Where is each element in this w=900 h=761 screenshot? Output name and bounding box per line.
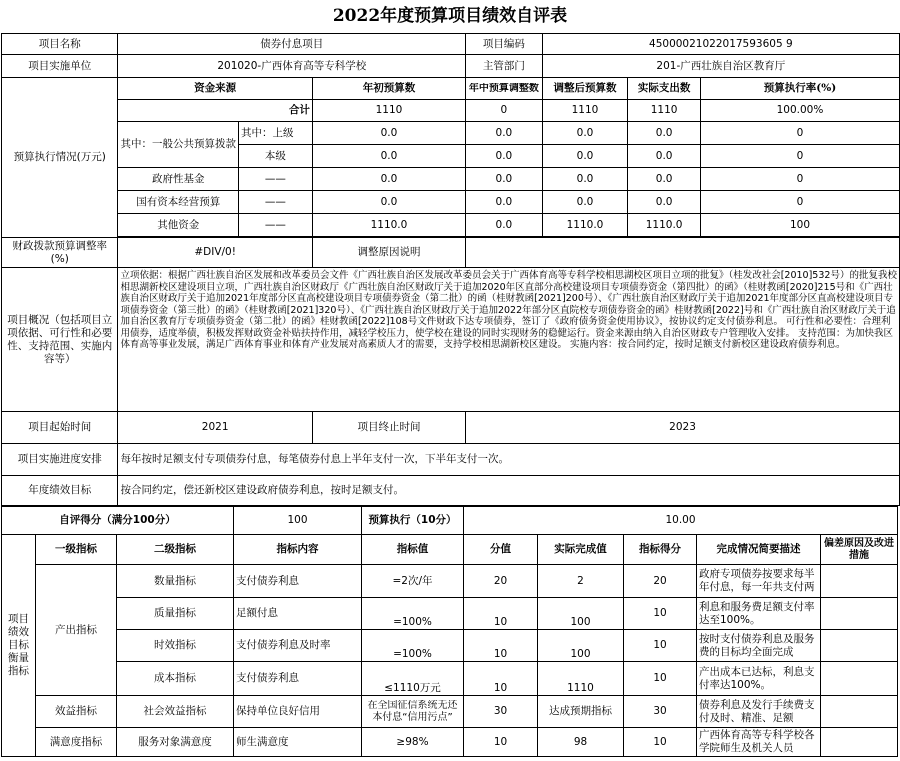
ind-header-level2: 二级指标 [117, 535, 234, 565]
page-title: 2022年度预算项目绩效自评表 [332, 6, 568, 26]
budget-local-rate: 0 [700, 145, 899, 168]
budget-other-label: 其他资金 [118, 214, 239, 237]
ind-row-weight: 10 [464, 630, 538, 662]
project-name-value: 债券付息项目 [118, 34, 466, 55]
budget-other-dash: —— [238, 214, 312, 237]
budget-upper-label: 其中：上级 [238, 122, 312, 145]
ind-row-target: ≤1110万元 [362, 662, 464, 696]
dept-value: 201-广西壮族自治区教育厅 [542, 55, 899, 78]
project-name-label: 项目名称 [2, 34, 118, 55]
budget-total-initial: 1110 [312, 100, 465, 122]
score-label: 自评得分（满分100分） [2, 507, 234, 535]
ind-row-actual: 1110 [538, 662, 624, 696]
budget-soe-midyear: 0.0 [466, 191, 543, 214]
budget-soe-label: 国有资本经营预算 [118, 191, 239, 214]
budget-local-midyear: 0.0 [466, 145, 543, 168]
budget-soe-initial: 0.0 [312, 191, 465, 214]
ind-row-level2: 时效指标 [117, 630, 234, 662]
form-table-top [1, 33, 900, 506]
overview-label: 项目概况（包括项目立项依据、可行性和必要性、支持范围、实施内容等） [2, 268, 118, 412]
adjust-rate-label: 财政拨款预算调整率(%) [2, 238, 118, 268]
overview-text: 立项依据：根据广西壮族自治区发展和改革委员会文件《广西壮族自治区发展改革委员会关于广西体育高等专科学校相思湖校区项目立项的批复》（桂发改社会[2010]532号）的批复我校相思湖新校区建设项目立项，广西壮族自治区财政厅《广西壮族自治区财政厅关于追加2020年区直部分高校建设项目专项债券资金（第四批）的函》（桂财教函[2020]215号和《广西壮族自治区财政厅关于追加2021年度部分区直高校建设项目专项债券资金（第二批）的函（桂财教函[2021]200号）、《广西壮族自治区财政厅关于追加2021年度部分区直高校建设项目专项债券资金（第三批）的函》（桂财教函[2021]320号）、《广西壮族自治区财政厅关于追加2022年部分区直院校专项债券资金的函》桂财教函[2022]号和《广西壮族自治区财政厅关于追加自治区教育厅专项债券资金（第二批）的函》桂财教函[2022]108号文件财政下达专项债券，签订了《政府债务资金使用协议》，按协议约定支付债券利息。 可行性和必要性：合理利用债券，适度举债，积极发挥财政资金补贴扶持作用，减轻学校压力，使学校在建设的同时实现财务的稳健运行。资金来源由纳入自治区财政专户管理收入安排。 支持范围：为加快我区体育高等事业发展，满足广西体育事业和体育产业发展对高素质人才的需要，支持学校相思湖新校区建设。 实施内容：按合同约定，按时足额支付新校区建设政府债券利息。 [118, 268, 900, 412]
ind-benefit-weight: 30 [464, 696, 538, 728]
project-code-label: 项目编码 [466, 34, 543, 55]
ind-benefit-note [821, 696, 898, 728]
budget-govfund-label: 政府性基金 [118, 168, 239, 191]
ind-benefit-score: 30 [624, 696, 697, 728]
ind-row-actual: 100 [538, 598, 624, 630]
ind-row-content: 支付债券利息及时率 [234, 630, 362, 662]
budget-other-midyear: 0.0 [466, 214, 543, 237]
adjust-rate-value: #DIV/0! [118, 238, 312, 268]
ind-row-weight: 20 [464, 565, 538, 598]
budget-total-label: 合计 [118, 100, 312, 122]
ind-row-score: 10 [624, 662, 697, 696]
ind-row-weight: 10 [464, 662, 538, 696]
ind-satisfaction-note [821, 728, 898, 757]
budget-header-actual: 实际支出数 [628, 78, 701, 100]
ind-row-note [821, 565, 898, 598]
ind-satisfaction-weight: 10 [464, 728, 538, 757]
ind-row-level2: 质量指标 [117, 598, 234, 630]
ind-header-note: 偏差原因及改进措施 [821, 535, 898, 565]
budget-upper-adjusted: 0.0 [542, 122, 628, 145]
budget-section-label: 预算执行情况(万元) [2, 78, 118, 238]
budget-soe-adjusted: 0.0 [542, 191, 628, 214]
budget-govfund-initial: 0.0 [312, 168, 465, 191]
ind-row-note [821, 598, 898, 630]
budget-header-midyear: 年中预算调整数 [466, 78, 543, 100]
ind-header-content: 指标内容 [234, 535, 362, 565]
budget-upper-rate: 0 [700, 122, 899, 145]
budget-govfund-midyear: 0.0 [466, 168, 543, 191]
budget-govfund-adjusted: 0.0 [542, 168, 628, 191]
budget-govfund-actual: 0.0 [628, 168, 701, 191]
ind-row-desc: 按时支付债券利息及服务费的目标均全面完成 [697, 630, 821, 662]
ind-header-target: 指标值 [362, 535, 464, 565]
ind-output-label: 产出指标 [36, 565, 117, 696]
budget-header-rate: 预算执行率(%) [700, 78, 899, 100]
ind-benefit-desc: 债券利息及发行手续费支付及时、精准、足额 [697, 696, 821, 728]
end-time-label: 项目终止时间 [312, 412, 465, 444]
budget-upper-midyear: 0.0 [466, 122, 543, 145]
goal-text: 按合同约定，偿还新校区建设政府债券利息，按时足额支付。 [118, 476, 900, 506]
form-table-bottom [1, 506, 898, 757]
progress-text: 每年按时足额支付专项债券付息，每笔债券付息上半年支付一次，下半年支付一次。 [118, 444, 900, 476]
budget-header-initial: 年初预算数 [312, 78, 465, 100]
ind-row-target: =100% [362, 630, 464, 662]
ind-satisfaction-content: 师生满意度 [234, 728, 362, 757]
ind-satisfaction-target: ≥98% [362, 728, 464, 757]
budget-local-initial: 0.0 [312, 145, 465, 168]
budget-local-label: 本级 [238, 145, 312, 168]
budget-soe-actual: 0.0 [628, 191, 701, 214]
ind-benefit-actual: 达成预期指标 [538, 696, 624, 728]
exec-score-value: 10.00 [464, 507, 898, 535]
unit-label: 项目实施单位 [2, 55, 118, 78]
ind-benefit-level2: 社会效益指标 [117, 696, 234, 728]
ind-header-actual: 实际完成值 [538, 535, 624, 565]
ind-satisfaction-level2: 服务对象满意度 [117, 728, 234, 757]
ind-row-score: 20 [624, 565, 697, 598]
ind-row-desc: 利息和服务费足额支付率达至100%。 [697, 598, 821, 630]
unit-value: 201020-广西体育高等专科学校 [118, 55, 466, 78]
ind-row-level2: 数量指标 [117, 565, 234, 598]
budget-govfund-dash: —— [238, 168, 312, 191]
ind-header-desc: 完成情况简要描述 [697, 535, 821, 565]
ind-benefit-content: 保持单位良好信用 [234, 696, 362, 728]
budget-total-midyear: 0 [466, 100, 543, 122]
indicators-section-label: 项目绩效目标衡量指标 [2, 535, 36, 757]
budget-total-adjusted: 1110 [542, 100, 628, 122]
start-time-value: 2021 [118, 412, 312, 444]
budget-total-rate: 100.00% [700, 100, 899, 122]
budget-general-label: 其中：一般公共预算拨款 [118, 122, 239, 168]
ind-satisfaction-score: 10 [624, 728, 697, 757]
ind-row-weight: 10 [464, 598, 538, 630]
goal-label: 年度绩效目标 [2, 476, 118, 506]
budget-other-actual: 1110.0 [628, 214, 701, 237]
budget-soe-dash: —— [238, 191, 312, 214]
budget-upper-initial: 0.0 [312, 122, 465, 145]
budget-other-adjusted: 1110.0 [542, 214, 628, 237]
ind-row-content: 支付债券利息 [234, 565, 362, 598]
ind-row-desc: 产出成本已达标，利息支付率达100%。 [697, 662, 821, 696]
budget-other-rate: 100 [700, 214, 899, 237]
adjust-reason-value [466, 238, 900, 268]
ind-row-target: =2次/年 [362, 565, 464, 598]
ind-row-note [821, 630, 898, 662]
ind-row-desc: 政府专项债券按要求每半年付息，每一年共支付两 [697, 565, 821, 598]
budget-header-source: 资金来源 [118, 78, 312, 100]
ind-row-level2: 成本指标 [117, 662, 234, 696]
ind-header-score: 指标得分 [624, 535, 697, 565]
ind-header-weight: 分值 [464, 535, 538, 565]
budget-local-actual: 0.0 [628, 145, 701, 168]
ind-row-note [821, 662, 898, 696]
exec-score-label: 预算执行（10分） [362, 507, 464, 535]
ind-row-score: 10 [624, 630, 697, 662]
start-time-label: 项目起始时间 [2, 412, 118, 444]
budget-govfund-rate: 0 [700, 168, 899, 191]
ind-row-score: 10 [624, 598, 697, 630]
ind-benefit-label: 效益指标 [36, 696, 117, 728]
progress-label: 项目实施进度安排 [2, 444, 118, 476]
budget-other-initial: 1110.0 [312, 214, 465, 237]
budget-upper-actual: 0.0 [628, 122, 701, 145]
ind-satisfaction-desc: 广西体育高等专科学校各学院师生及机关人员 [697, 728, 821, 757]
budget-total-actual: 1110 [628, 100, 701, 122]
project-code-value: 45000021022017593605 9 [542, 34, 899, 55]
budget-soe-rate: 0 [700, 191, 899, 214]
score-value: 100 [234, 507, 362, 535]
dept-label: 主管部门 [466, 55, 543, 78]
end-time-value: 2023 [466, 412, 900, 444]
adjust-reason-label: 调整原因说明 [312, 238, 465, 268]
budget-header-adjusted: 调整后预算数 [542, 78, 628, 100]
ind-row-actual: 2 [538, 565, 624, 598]
ind-row-target: =100% [362, 598, 464, 630]
ind-satisfaction-actual: 98 [538, 728, 624, 757]
ind-row-content: 支付债券利息 [234, 662, 362, 696]
ind-satisfaction-label: 满意度指标 [36, 728, 117, 757]
ind-benefit-target: 在全国征信系统无还本付息“信用污点” [362, 696, 464, 728]
ind-row-actual: 100 [538, 630, 624, 662]
budget-local-adjusted: 0.0 [542, 145, 628, 168]
ind-header-level1: 一级指标 [36, 535, 117, 565]
ind-row-content: 足额付息 [234, 598, 362, 630]
